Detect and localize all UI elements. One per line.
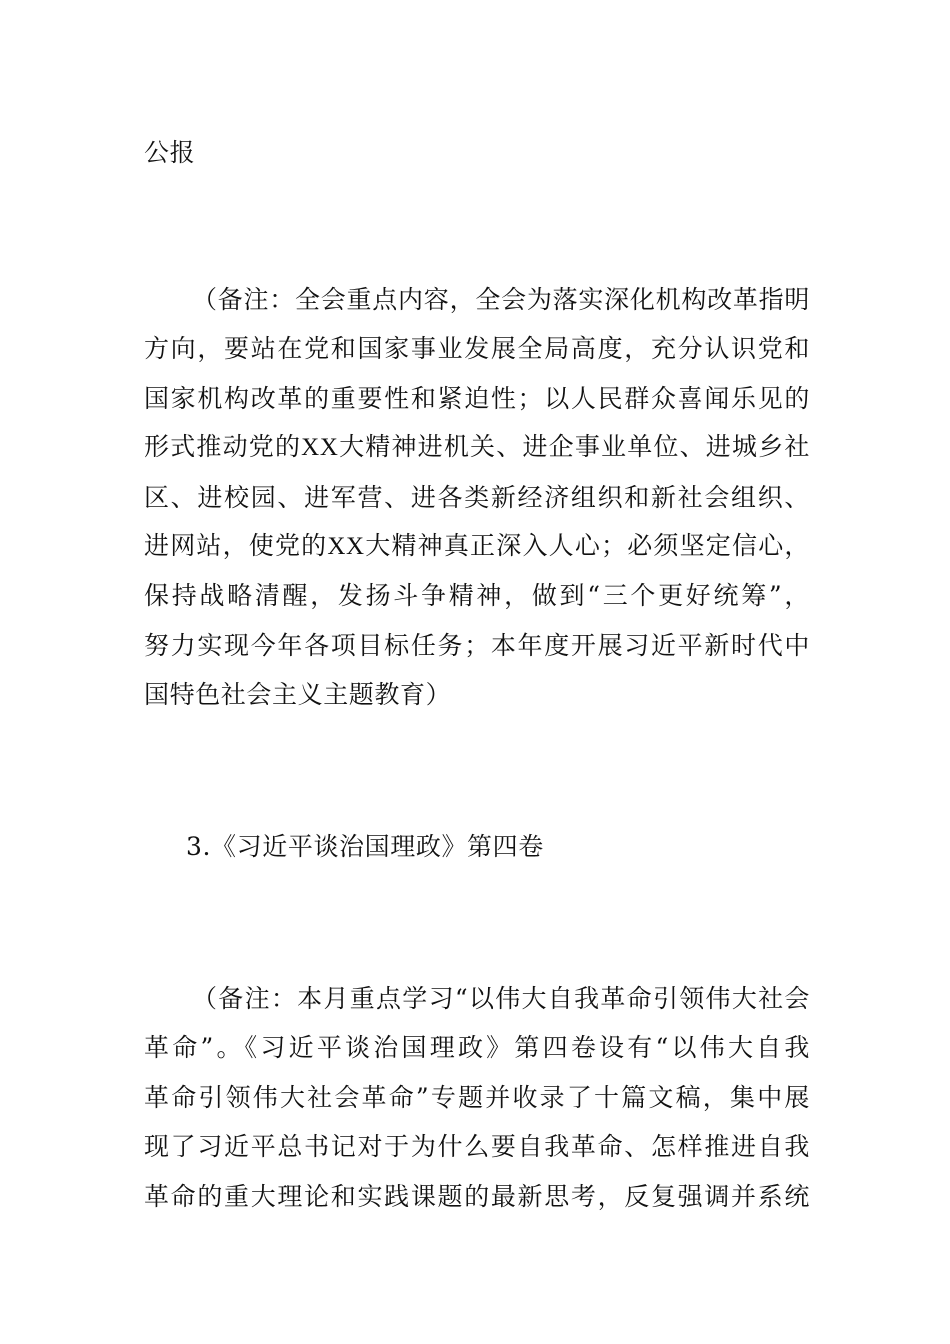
text-line: 保持战略清醒，发扬斗争精神，做到“三个更好统筹”， — [144, 581, 810, 611]
section-heading — [186, 822, 786, 871]
text-line: 公报 — [144, 138, 196, 167]
text-line: （备注：全会重点内容，全会为落实深化机构改革指明 — [192, 285, 810, 314]
text-line: 革命”。《习近平谈治国理政》第四卷设有“以伟大自我 — [144, 1033, 810, 1063]
text-line: 国特色社会主义主题教育） — [144, 680, 452, 710]
heading-text: 3.《习近平谈治国理政》第四卷 — [186, 832, 544, 861]
note-paragraph-2 — [144, 974, 810, 1221]
text-line: 革命引领伟大社会革命”专题并收录了十篇文稿，集中展 — [144, 1082, 810, 1112]
text-line: （备注：本月重点学习“以伟大自我革命引领伟大社会 — [192, 984, 810, 1013]
text-line: 形式推动党的XX大精神进机关、进企事业单位、进城乡社 — [144, 434, 810, 462]
text-fragment-top — [144, 128, 810, 177]
text-line: 国家机构改革的重要性和紧迫性；以人民群众喜闻乐见的 — [144, 383, 810, 413]
text-line: 革命的重大理论和实践课题的最新思考，反复强调并系统 — [144, 1181, 810, 1211]
text-line: 进网站，使党的XX大精神真正深入人心；必须坚定信心， — [144, 533, 810, 561]
note-paragraph-1 — [144, 275, 810, 720]
text-line: 现了习近平总书记对于为什么要自我革命、怎样推进自我 — [144, 1132, 810, 1162]
text-line: 区、进校园、进军营、进各类新经济组织和新社会组织、 — [144, 482, 810, 512]
text-line: 方向，要站在党和国家事业发展全局高度，充分认识党和 — [144, 334, 810, 364]
text-line: 努力实现今年各项目标任务；本年度开展习近平新时代中 — [144, 630, 810, 660]
